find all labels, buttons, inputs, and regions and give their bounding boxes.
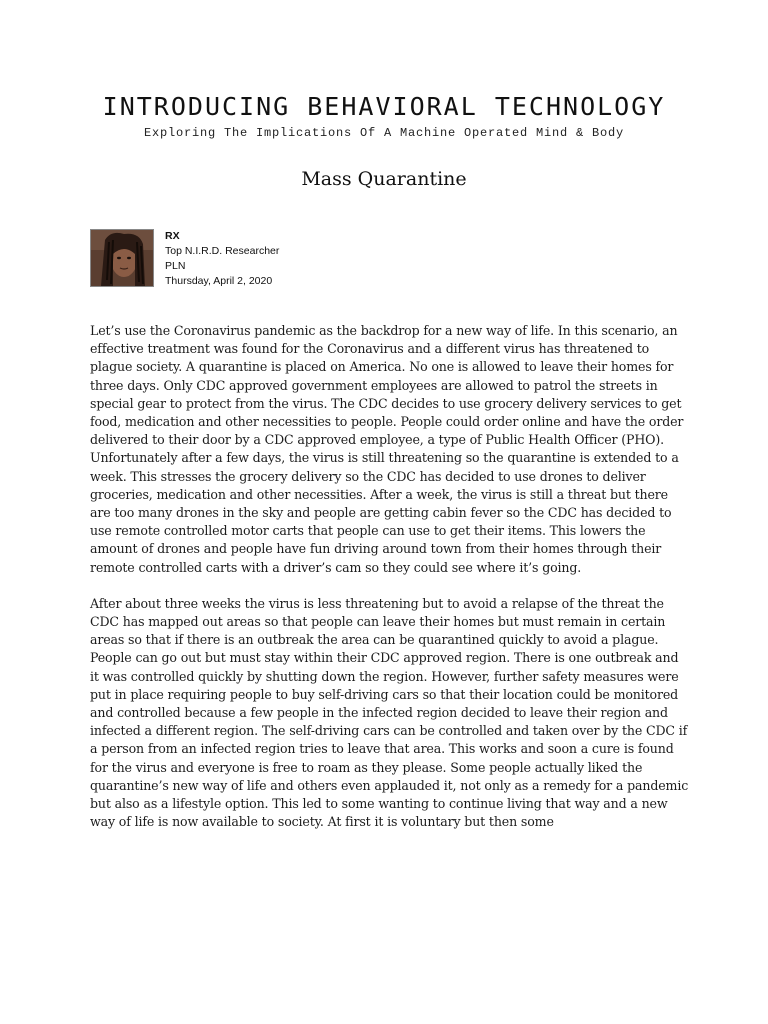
article-title: Mass Quarantine xyxy=(301,168,467,190)
body-paragraph: Let’s use the Coronavirus pandemic as the backdrop for a new way of life. In this scenario, an effective treatment was found for the Coronavirus and a different virus has threatened to plague society. A quarantine is placed on America. No one is allowed to leave their homes for three days. Only CDC approved government employees are allowed to patrol the streets in special gear to protect from the virus. The CDC decides to use grocery delivery services to get food, medication and other necessities to people. People could order online and have the order delivered to their door by a CDC approved employee, a type of Public Health Officer (PHO). Unfortunately after a few days, the virus is still threatening so the quarantine is extended to a week. This stresses the grocery delivery so the CDC has decided to use drones to deliver groceries, medication and other necessities. After a week, the virus is still a threat but there are too many drones in the sky and people are getting cabin fever so the CDC has decided to use remote controlled motor carts that people can use to get their items. This lowers the amount of drones and people have fun driving around town from their homes through their remote controlled carts with a driver’s cam so they could see where it’s going. xyxy=(90,323,684,575)
author-block xyxy=(90,229,279,289)
publish-date: Thursday, April 2, 2020 xyxy=(165,275,273,287)
author-org: PLN xyxy=(165,260,186,272)
portrait-image xyxy=(91,230,153,286)
header-title: INTRODUCING BEHAVIORAL TECHNOLOGY xyxy=(102,92,666,121)
header-subtitle: Exploring The Implications Of A Machine Operated Mind & Body xyxy=(143,126,625,140)
author-role: Top N.I.R.D. Researcher xyxy=(165,245,280,257)
article-body xyxy=(90,322,690,849)
body-paragraph: After about three weeks the virus is less threatening but to avoid a relapse of the threat the CDC has mapped out areas so that people can leave their homes but must remain in certain areas so that if there is an outbreak the area can be quarantined quickly to avoid a plague. People can go out but must stay within their CDC approved region. There is one outbreak and it was controlled quickly by shutting down the region. However, further safety measures were put in place requiring people to buy self-driving cars so that their location could be monitored and controlled because a few people in the infected region decided to leave their region and infected a different region. The self-driving cars can be controlled and taken over by the CDC if a person from an infected region tries to leave that area. This works and soon a cure is found for the virus and everyone is free to roam as they please. Some people actually liked the quarantine’s new way of life and others even applauded it, not only as a remedy for a pandemic but also as a lifestyle option. This led to some wanting to continue living that way and a new way of life is now available to society. At first it is voluntary but then some xyxy=(90,595,689,830)
author-name: RX xyxy=(165,230,180,242)
author-meta xyxy=(165,229,279,289)
author-avatar xyxy=(90,229,154,287)
